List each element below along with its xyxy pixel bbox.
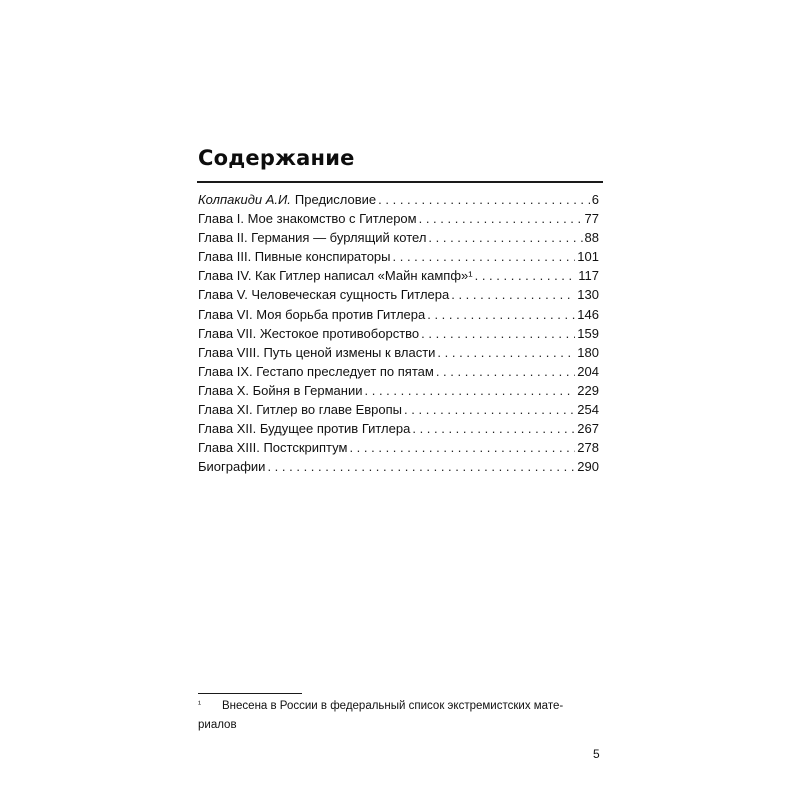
toc-entry[interactable] xyxy=(198,419,599,438)
toc-entry[interactable] xyxy=(198,324,599,343)
toc-dot-leader xyxy=(404,400,575,419)
toc-dot-leader xyxy=(393,247,576,266)
toc-entry-title-text: Глава II. Германия — бурлящий котел xyxy=(198,230,427,246)
toc-dot-leader xyxy=(412,419,575,438)
footnote-text: Внесена в России в федеральный список экстремистских мате- xyxy=(222,700,564,712)
toc-entry-title xyxy=(198,247,391,266)
toc-dot-leader xyxy=(436,362,575,381)
toc-entry-title-text: Глава V. Человеческая сущность Гитлера xyxy=(198,287,450,303)
toc-entry-page-number: 117 xyxy=(578,268,599,284)
toc-entry-page-number: 267 xyxy=(577,421,599,437)
toc-entry-title-text: Биографии xyxy=(198,459,266,475)
toc-entry[interactable] xyxy=(198,190,599,209)
toc-entry-title xyxy=(198,362,434,381)
toc-entry-page-number: 6 xyxy=(591,192,599,207)
toc-dot-leader xyxy=(428,228,582,247)
toc-title: Содержание xyxy=(198,146,355,170)
toc-entry-page-number: 278 xyxy=(577,440,599,456)
toc-entry-page-number: 88 xyxy=(584,230,599,246)
toc-entry-title-text: Глава VII. Жестокое противоборство xyxy=(198,325,420,341)
toc-entry-title xyxy=(198,266,473,285)
footnote-mark: ¹ xyxy=(198,699,201,709)
toc-entry[interactable] xyxy=(198,305,599,324)
toc-entry-title xyxy=(198,228,426,247)
toc-dot-leader xyxy=(349,438,575,457)
toc-dot-leader xyxy=(427,305,575,324)
toc-entry-title-text: Глава VI. Моя борьба против Гитлера xyxy=(198,306,426,322)
toc-entry[interactable] xyxy=(198,228,599,247)
toc-entry-title xyxy=(198,324,419,343)
toc-entry-title xyxy=(198,285,449,304)
toc-entry-title-text: Глава XIII. Постскриптум xyxy=(198,440,348,456)
footnote-rule xyxy=(198,693,302,694)
toc-entry-title xyxy=(198,305,425,324)
toc-entry-page-number: 77 xyxy=(584,211,599,227)
toc-dot-leader xyxy=(419,209,583,228)
toc-entry[interactable] xyxy=(198,266,599,285)
toc-list xyxy=(198,190,599,476)
toc-entry[interactable] xyxy=(198,457,599,476)
toc-title-rule xyxy=(197,181,603,183)
toc-entry[interactable] xyxy=(198,343,599,362)
toc-entry-page-number: 204 xyxy=(577,363,599,379)
toc-entry-page-number: 101 xyxy=(577,249,599,265)
toc-dot-leader xyxy=(267,457,575,476)
toc-entry-title xyxy=(198,190,376,209)
toc-dot-leader xyxy=(421,324,575,343)
toc-entry-title-text: Глава XI. Гитлер во главе Европы xyxy=(198,402,403,418)
toc-entry-page-number: 130 xyxy=(577,287,599,303)
toc-entry-page-number: 290 xyxy=(577,459,599,475)
toc-entry-page-number: 254 xyxy=(577,402,599,418)
toc-entry[interactable] xyxy=(198,285,599,304)
toc-entry-page-number: 146 xyxy=(577,306,599,322)
toc-entry-title xyxy=(198,209,417,228)
toc-dot-leader xyxy=(451,285,575,304)
toc-entry-title xyxy=(198,381,363,400)
toc-entry[interactable] xyxy=(198,438,599,457)
toc-entry[interactable] xyxy=(198,362,599,381)
toc-entry-page-number: 180 xyxy=(577,344,599,360)
toc-entry-title xyxy=(198,419,410,438)
toc-entry-author: Колпакиди А.И. xyxy=(198,192,291,207)
page-number: 5 xyxy=(593,747,600,761)
toc-entry-title-text: Глава VIII. Путь ценой измены к власти xyxy=(198,344,436,360)
toc-entry[interactable] xyxy=(198,400,599,419)
toc-entry-page-number: 229 xyxy=(577,382,599,398)
toc-entry-title xyxy=(198,343,435,362)
toc-entry-title-text: Глава X. Бойня в Германии xyxy=(198,382,363,398)
toc-entry-title-text: Глава XII. Будущее против Гитлера xyxy=(198,421,411,437)
toc-entry-title xyxy=(198,457,265,476)
toc-entry-title-text: Глава IV. Как Гитлер написал «Майн кампф»¹ xyxy=(198,268,473,284)
toc-entry[interactable] xyxy=(198,209,599,228)
toc-entry-title-text: Предисловие xyxy=(294,192,377,207)
toc-entry-title xyxy=(198,400,402,419)
toc-entry[interactable] xyxy=(198,247,599,266)
toc-dot-leader xyxy=(378,190,590,209)
toc-entry-title-text: Глава III. Пивные конспираторы xyxy=(198,249,391,265)
toc-entry-page-number: 159 xyxy=(577,325,599,341)
toc-entry-title-text: Глава IX. Гестапо преследует по пятам xyxy=(198,363,434,379)
toc-entry-title-text: Глава I. Мое знакомство с Гитлером xyxy=(198,211,417,227)
toc-entry[interactable] xyxy=(198,381,599,400)
toc-dot-leader xyxy=(475,266,577,285)
toc-entry-title xyxy=(198,438,347,457)
footnote-text-continued: риалов xyxy=(198,719,237,731)
toc-dot-leader xyxy=(365,381,576,400)
footnote xyxy=(198,697,608,735)
toc-dot-leader xyxy=(437,343,575,362)
